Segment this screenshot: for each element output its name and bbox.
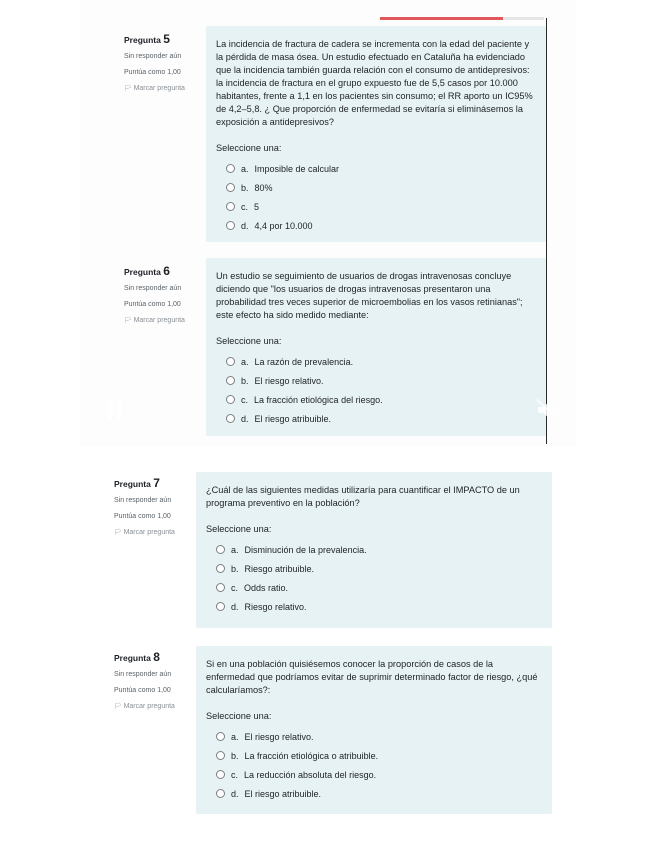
answer-option-a[interactable]: a. La razón de prevalencia.	[226, 352, 536, 371]
radio-button[interactable]	[216, 602, 225, 611]
pause-bar-left	[108, 398, 112, 420]
answer-option-b[interactable]: b. Riesgo atribuible.	[216, 559, 542, 578]
question-grade: Puntúa como 1,00	[114, 686, 171, 694]
question-status: Sin responder aún	[124, 52, 182, 60]
answer-option-a[interactable]: a. Disminución de la prevalencia.	[216, 540, 542, 559]
answer-prompt: Seleccione una:	[206, 524, 272, 535]
flag-icon: 🏳	[124, 85, 132, 92]
flag-question-link[interactable]: 🏳 Marcar pregunta	[114, 702, 175, 710]
answer-option-c[interactable]: c. La fracción etiológica del riesgo.	[226, 390, 536, 409]
radio-button[interactable]	[216, 545, 225, 554]
answer-prompt: Seleccione una:	[206, 711, 272, 722]
answer-option-c[interactable]: c. 5	[226, 197, 536, 216]
screenshot-bottom	[80, 458, 576, 848]
pause-bar-right	[117, 398, 121, 420]
question-grade: Puntúa como 1,00	[124, 68, 181, 76]
question-text: Si en una población quisiésemos conocer la proporción de casos de la enfermedad que podríamos evitar de suprimir determinado factor de riesgo, ¿qué calcularíamos?:	[206, 659, 538, 696]
answer-option-d[interactable]: d. Riesgo relativo.	[216, 597, 542, 616]
mute-icon[interactable]	[535, 398, 561, 422]
answer-option-a[interactable]: a. Imposible de calcular	[226, 159, 536, 178]
question-text: Un estudio se seguimiento de usuarios de drogas intravenosas concluye diciendo que "los usuarios de drogas intravenosas presentaron una probabilidad tres veces superior de microembolias en los vasos retinianas"; este efecto ha sido medido mediante:	[216, 271, 523, 321]
radio-button[interactable]	[216, 564, 225, 573]
flag-icon: 🏳	[114, 529, 122, 536]
answer-option-d[interactable]: d. El riesgo atribuible.	[226, 409, 536, 428]
flag-question-link[interactable]: 🏳 Marcar pregunta	[114, 528, 175, 536]
flag-question-link[interactable]: 🏳 Marcar pregunta	[124, 84, 185, 92]
radio-button[interactable]	[216, 789, 225, 798]
question-panel	[206, 26, 546, 242]
answer-list	[216, 352, 536, 428]
radio-button[interactable]	[226, 357, 235, 366]
answer-option-c[interactable]: c. Odds ratio.	[216, 578, 542, 597]
answer-option-d[interactable]: d. 4,4 por 10.000	[226, 216, 536, 235]
answer-option-b[interactable]: b. El riesgo relativo.	[226, 371, 536, 390]
answer-list	[206, 540, 542, 616]
progress-bar	[380, 17, 544, 20]
question-grade: Puntúa como 1,00	[114, 512, 171, 520]
question-status: Sin responder aún	[114, 496, 172, 504]
question-text: La incidencia de fractura de cadera se incrementa con la edad del paciente y la pérdida de masa ósea. Un estudio efectuado en Cataluña ha evidenciado que la incidencia también guarda relación con el consumo de antidepresivos: la incidencia de fractura en el grupo expuesto fue de 5,5 casos por 10.000 habitantes, frente a 1,1 en los pacientes sin consumo; el RR aporto un IC95% de 4,2–5,8. ¿ Que proporción de enfermedad se evitaría si eliminásemos la exposición a antidepresivos?	[216, 39, 533, 128]
answer-list	[206, 727, 542, 803]
radio-button[interactable]	[226, 183, 235, 192]
answer-option-a[interactable]: a. El riesgo relativo.	[216, 727, 542, 746]
answer-option-d[interactable]: d. El riesgo atribuible.	[216, 784, 542, 803]
question-info	[124, 264, 206, 326]
answer-option-c[interactable]: c. La reducción absoluta del riesgo.	[216, 765, 542, 784]
question-status: Sin responder aún	[114, 670, 172, 678]
question-info	[124, 32, 206, 94]
answer-prompt: Seleccione una:	[216, 143, 282, 154]
flag-question-link[interactable]: 🏳 Marcar pregunta	[124, 316, 185, 324]
question-number: Pregunta 5	[124, 32, 170, 46]
question-number: Pregunta 8	[114, 650, 160, 664]
progress-bar-fill	[380, 17, 503, 20]
radio-button[interactable]	[226, 376, 235, 385]
question-number: Pregunta 6	[124, 264, 170, 278]
page-divider	[546, 18, 547, 444]
flag-icon: 🏳	[124, 317, 132, 324]
radio-button[interactable]	[216, 732, 225, 741]
pause-icon[interactable]	[108, 398, 122, 420]
radio-button[interactable]	[226, 202, 235, 211]
radio-button[interactable]	[226, 414, 235, 423]
radio-button[interactable]	[226, 164, 235, 173]
question-panel	[206, 258, 546, 436]
question-info	[114, 476, 196, 538]
answer-option-b[interactable]: b. La fracción etiológica o atribuible.	[216, 746, 542, 765]
screenshot-top	[80, 0, 576, 446]
question-panel	[196, 472, 552, 628]
question-info	[114, 650, 196, 712]
question-text: ¿Cuál de las siguientes medidas utilizaría para cuantificar el IMPACTO de un programa preventivo en la población?	[206, 485, 520, 509]
question-status: Sin responder aún	[124, 284, 182, 292]
radio-button[interactable]	[216, 583, 225, 592]
answer-list	[216, 159, 536, 235]
answer-option-b[interactable]: b. 80%	[226, 178, 536, 197]
radio-button[interactable]	[216, 751, 225, 760]
radio-button[interactable]	[226, 395, 235, 404]
answer-prompt: Seleccione una:	[216, 336, 282, 347]
question-panel	[196, 646, 552, 814]
radio-button[interactable]	[216, 770, 225, 779]
question-number: Pregunta 7	[114, 476, 160, 490]
question-grade: Puntúa como 1,00	[124, 300, 181, 308]
flag-icon: 🏳	[114, 703, 122, 710]
radio-button[interactable]	[226, 221, 235, 230]
